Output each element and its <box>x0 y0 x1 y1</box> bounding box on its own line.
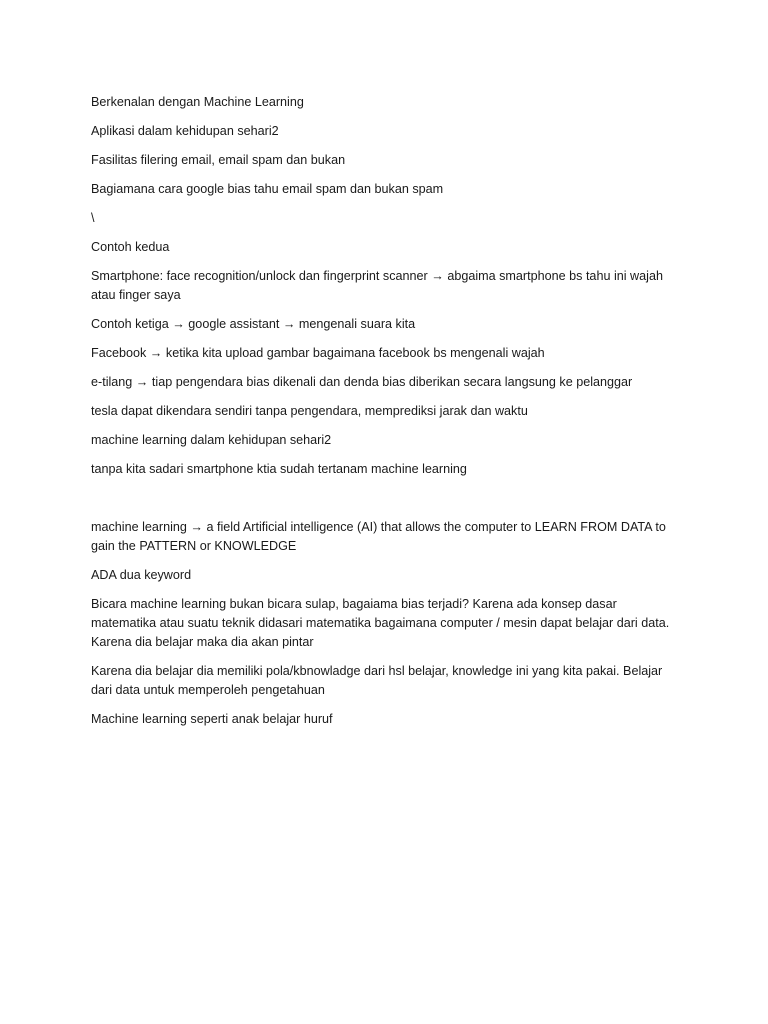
paragraph: Contoh kedua <box>91 240 170 254</box>
paragraph: tanpa kita sadari smartphone ktia sudah tertanam machine learning <box>91 462 467 476</box>
paragraph: \ <box>91 211 95 225</box>
paragraph: ADA dua keyword <box>91 568 192 582</box>
paragraph: Bagiamana cara google bias tahu email spam dan bukan spam <box>91 182 444 196</box>
paragraph: Bicara machine learning bukan bicara sulap, bagaiama bias terjadi? Karena ada konsep dasar matematika atau suatu teknik didasari matematika bagaimana computer / mesin dapat belajar dari data. Karena dia belajar maka dia akan pintar <box>91 597 673 649</box>
paragraph: Machine learning seperti anak belajar huruf <box>91 712 333 726</box>
paragraph: machine learning → a field Artificial intelligence (AI) that allows the computer to LEARN FROM DATA to gain the PATTERN or KNOWLEDGE <box>91 520 670 553</box>
paragraph: Smartphone: face recognition/unlock dan fingerprint scanner → abgaima smartphone bs tahu ini wajah atau finger saya <box>91 269 667 302</box>
paragraph: Aplikasi dalam kehidupan sehari2 <box>91 124 279 138</box>
paragraph: Fasilitas filering email, email spam dan bukan <box>91 153 346 167</box>
paragraph-title: Berkenalan dengan Machine Learning <box>91 95 304 109</box>
document-body <box>91 93 681 739</box>
paragraph: Facebook → ketika kita upload gambar bagaimana facebook bs mengenali wajah <box>91 346 545 360</box>
empty-line <box>91 489 681 518</box>
paragraph: machine learning dalam kehidupan sehari2 <box>91 433 332 447</box>
paragraph: Karena dia belajar dia memiliki pola/kbnowladge dari hsl belajar, knowledge ini yang kita pakai. Belajar dari data untuk memperoleh pengetahuan <box>91 664 666 697</box>
paragraph: e-tilang → tiap pengendara bias dikenali dan denda bias diberikan secara langsung ke pelanggar <box>91 375 633 389</box>
paragraph: Contoh ketiga → google assistant → mengenali suara kita <box>91 317 416 331</box>
paragraph: tesla dapat dikendara sendiri tanpa pengendara, memprediksi jarak dan waktu <box>91 404 528 418</box>
